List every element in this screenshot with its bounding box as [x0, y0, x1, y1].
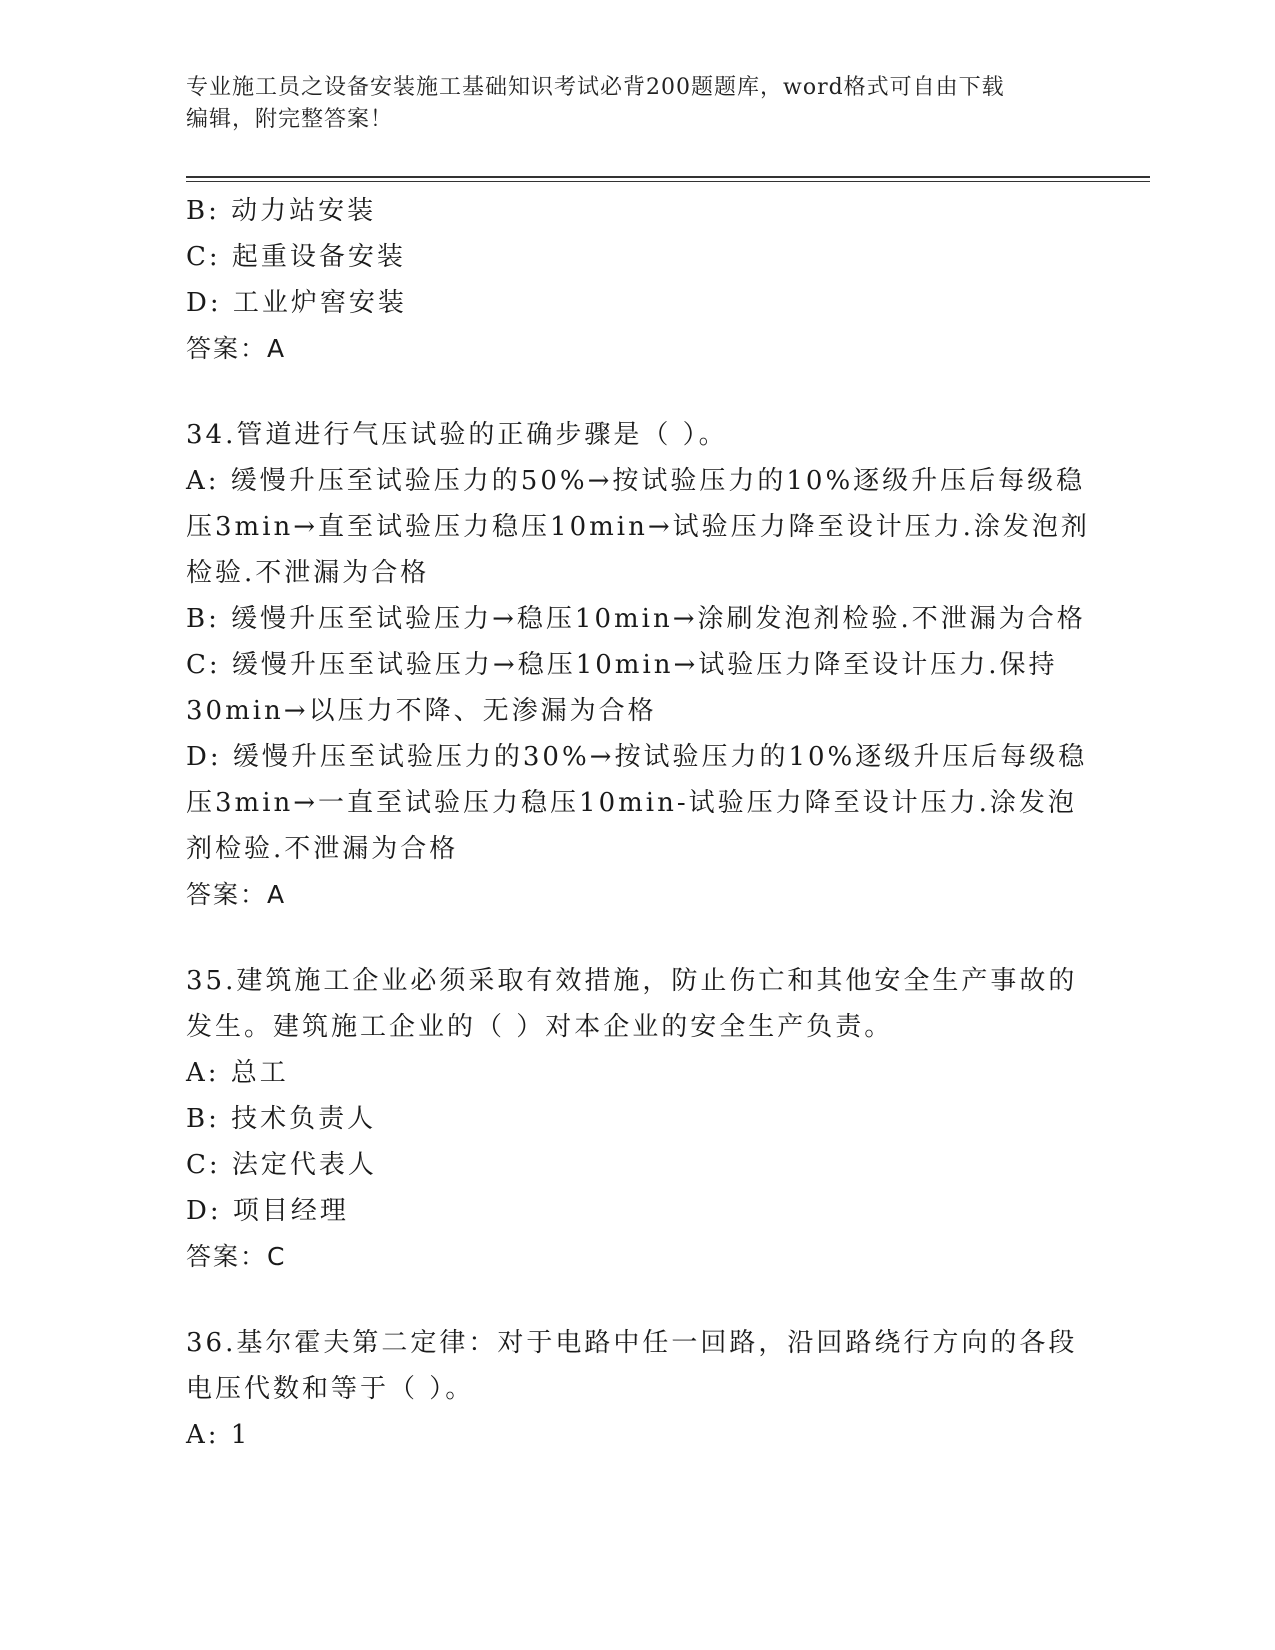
q35-option-d: D: 项目经理	[186, 1196, 349, 1226]
question-36	[186, 1320, 1086, 1458]
q34-option-c-line-1: C: 缓慢升压至试验压力→稳压10min→试验压力降至设计压力.保持	[186, 650, 1058, 680]
q34-option-a-line-1: A: 缓慢升压至试验压力的50%→按试验压力的10%逐级升压后每级稳	[186, 466, 1086, 496]
q34-question: 34.管道进行气压试验的正确步骤是（ ）。	[186, 420, 728, 450]
q35-option-c: C: 法定代表人	[186, 1150, 377, 1180]
q35-answer: 答案：C	[186, 1242, 287, 1271]
q35-question-line-1: 35.建筑施工企业必须采取有效措施，防止伤亡和其他安全生产事故的	[186, 966, 1078, 996]
q36-question-line-1: 36.基尔霍夫第二定律：对于电路中任一回路，沿回路绕行方向的各段	[186, 1328, 1078, 1358]
q36-question-line-2: 电压代数和等于（ ）。	[186, 1374, 475, 1404]
header-title-line-1: 专业施工员之设备安装施工基础知识考试必背200题题库，word格式可自由下载	[186, 75, 1005, 100]
question-33	[186, 188, 1086, 372]
header-title-line-2: 编辑，附完整答案！	[186, 107, 394, 132]
q33-answer: 答案：A	[186, 334, 287, 363]
q33-option-d: D: 工业炉窖安装	[186, 288, 407, 318]
q34-option-a-line-2: 压3min→直至试验压力稳压10min→试验压力降至设计压力.涂发泡剂	[186, 512, 1090, 542]
header-divider	[186, 176, 1150, 178]
question-34	[186, 412, 1090, 918]
q34-option-b: B: 缓慢升压至试验压力→稳压10min→涂刷发泡剂检验.不泄漏为合格	[186, 604, 1086, 634]
q35-option-b: B: 技术负责人	[186, 1104, 377, 1134]
q33-option-c: C: 起重设备安装	[186, 242, 406, 272]
q34-option-d-line-3: 剂检验.不泄漏为合格	[186, 834, 459, 864]
spacer	[186, 372, 1086, 412]
q34-option-d-line-1: D: 缓慢升压至试验压力的30%→按试验压力的10%逐级升压后每级稳	[186, 742, 1088, 772]
q34-option-d-line-2: 压3min→一直至试验压力稳压10min-试验压力降至设计压力.涂发泡	[186, 788, 1077, 818]
question-35	[186, 958, 1086, 1280]
q34-option-c-line-2: 30min→以压力不降、无渗漏为合格	[186, 696, 657, 726]
spacer	[186, 1280, 1086, 1320]
q35-option-a: A: 总工	[186, 1058, 289, 1088]
spacer	[186, 918, 1086, 958]
q34-option-a-line-3: 检验.不泄漏为合格	[186, 558, 430, 588]
q36-option-a: A: 1	[186, 1420, 251, 1450]
q34-answer: 答案：A	[186, 880, 287, 909]
question-content	[186, 188, 1090, 1458]
page-header	[186, 72, 1066, 136]
q35-question-line-2: 发生。建筑施工企业的（ ）对本企业的安全生产负责。	[186, 1012, 894, 1042]
q33-option-b: B: 动力站安装	[186, 196, 377, 226]
